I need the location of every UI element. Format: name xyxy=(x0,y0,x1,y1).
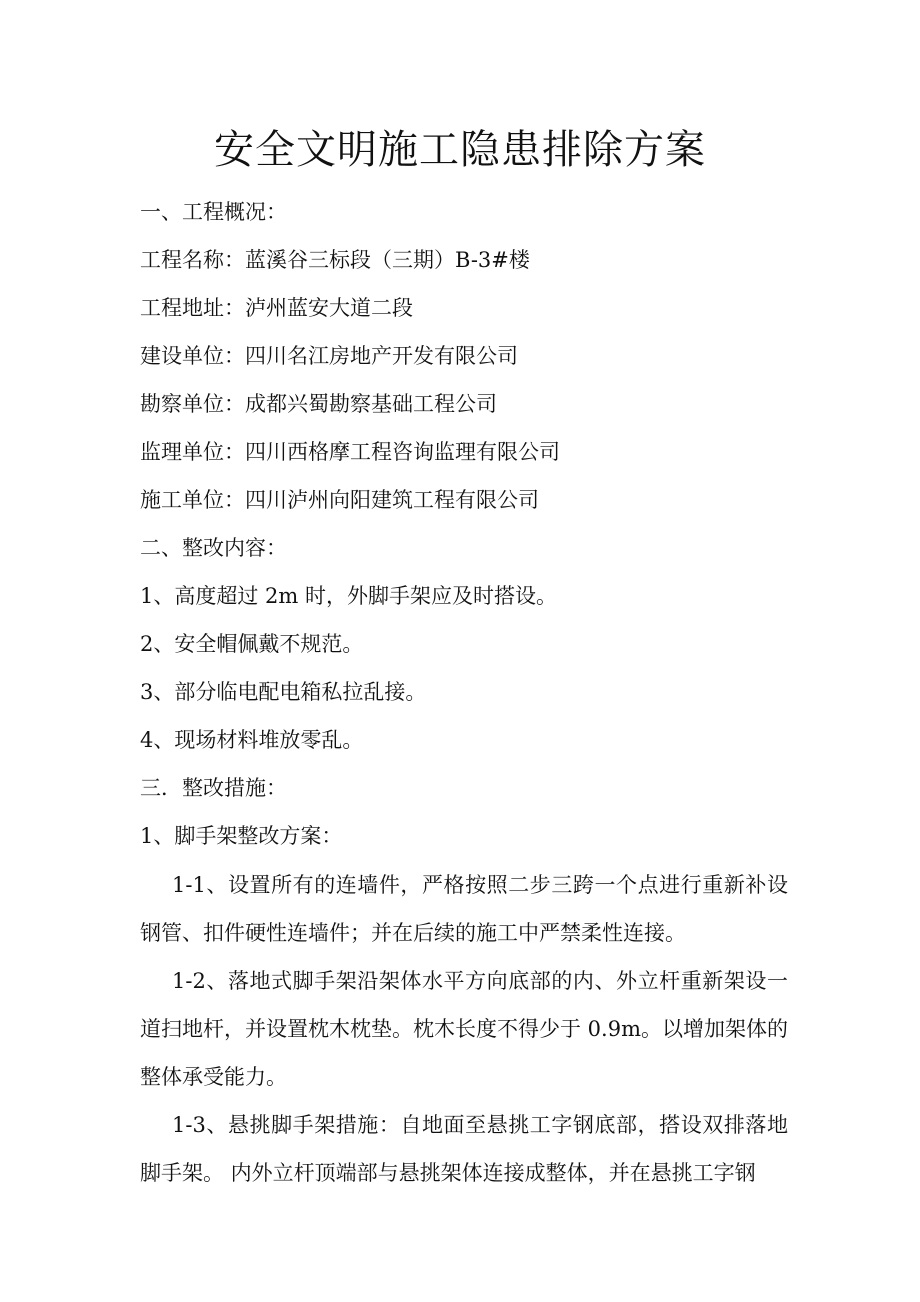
section-2-heading: 二、整改内容： xyxy=(140,536,287,560)
supervision-line: 监理单位：四川西格摩工程咨询监理有限公司 xyxy=(140,440,560,464)
owner-line: 建设单位：四川名江房地产开发有限公司 xyxy=(140,344,518,368)
survey-line: 勘察单位：成都兴蜀勘察基础工程公司 xyxy=(140,392,497,416)
section-3-heading: 三．整改措施： xyxy=(140,776,287,800)
scaffold-plan-heading: 1、脚手架整改方案： xyxy=(140,824,343,848)
measure-paragraph-1-3: 1-3、悬挑脚手架措施：自地面至悬挑工字钢底部，搭设双排落地脚手架。 内外立杆顶端部与悬挑架体连接成整体，并在悬挑工字钢 xyxy=(140,1113,788,1185)
project-name-line: 工程名称：蓝溪谷三标段（三期）B-3#楼 xyxy=(140,248,530,272)
rectify-item: 3、部分临电配电箱私拉乱接。 xyxy=(140,680,427,704)
rectify-item: 2、安全帽佩戴不规范。 xyxy=(140,632,364,656)
measure-paragraph-1-1: 1-1、设置所有的连墙件，严格按照二步三跨一个点进行重新补设钢管、扣件硬性连墙件；并在后续的施工中严禁柔性连接。 xyxy=(140,873,788,945)
section-1-heading: 一、工程概况： xyxy=(140,200,287,224)
rectify-item: 1、高度超过 2m 时，外脚手架应及时搭设。 xyxy=(140,584,557,608)
contractor-line: 施工单位：四川泸州向阳建筑工程有限公司 xyxy=(140,488,539,512)
rectify-item: 4、现场材料堆放零乱。 xyxy=(140,728,364,752)
project-address-line: 工程地址：泸州蓝安大道二段 xyxy=(140,296,413,320)
document-title: 安全文明施工隐患排除方案 xyxy=(214,127,706,173)
measure-paragraph-1-2: 1-2、落地式脚手架沿架体水平方向底部的内、外立杆重新架设一道扫地杆，并设置枕木枕垫。枕木长度不得少于 0.9m。以增加架体的整体承受能力。 xyxy=(140,969,788,1089)
